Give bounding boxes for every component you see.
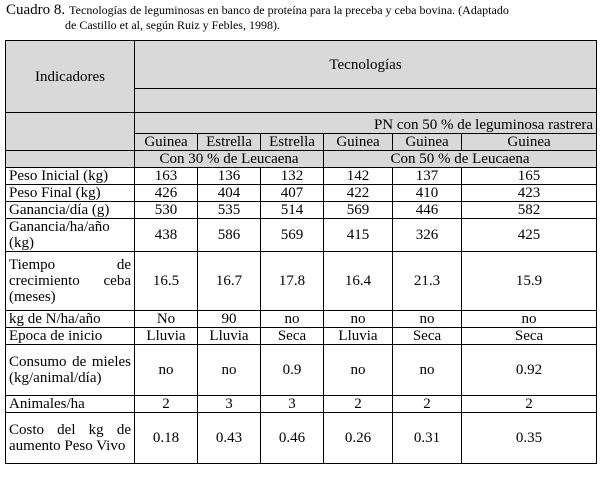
table-cell: 530 xyxy=(135,202,198,219)
table-cell: no xyxy=(261,311,324,328)
row-label: Ganancia/día (g) xyxy=(6,202,135,219)
col-header-5: Guinea xyxy=(393,134,462,151)
table-cell: 17.8 xyxy=(261,252,324,311)
table-cell: 535 xyxy=(198,202,261,219)
row-label: kg de N/ha/año xyxy=(6,311,135,328)
header-tecnologias: Tecnologías xyxy=(135,41,597,89)
row-label: Ganancia/ha/año (kg) xyxy=(6,219,135,252)
table-cell: 569 xyxy=(261,219,324,252)
caption-label: Cuadro 8. xyxy=(6,2,66,18)
table-cell: 407 xyxy=(261,185,324,202)
table-cell: 422 xyxy=(324,185,393,202)
table-cell: Lluvia xyxy=(198,328,261,345)
table-cell: 0.46 xyxy=(261,413,324,464)
table-cell: 137 xyxy=(393,168,462,185)
caption-text: Tecnologías de leguminosas en banco de proteína para la preceba y ceba bovina. (Adaptado xyxy=(69,3,509,17)
table-cell: 136 xyxy=(198,168,261,185)
table-row xyxy=(6,396,597,413)
table-row xyxy=(6,168,597,185)
row-label: Costo del kg de aumento Peso Vivo xyxy=(6,413,135,464)
table-cell: 0.92 xyxy=(462,345,597,396)
table-cell: 415 xyxy=(324,219,393,252)
table-cell: 425 xyxy=(462,219,597,252)
table-cell: 0.9 xyxy=(261,345,324,396)
table-row xyxy=(6,252,597,311)
table-cell: 90 xyxy=(198,311,261,328)
table-cell: 586 xyxy=(198,219,261,252)
table-cell: Seca xyxy=(462,328,597,345)
table-cell: 2 xyxy=(135,396,198,413)
row-label: Tiempo de crecimiento ceba (meses) xyxy=(6,252,135,311)
table-cell: 165 xyxy=(462,168,597,185)
row-label: Consumo de mieles (kg/animal/día) xyxy=(6,345,135,396)
row-label: Animales/ha xyxy=(6,396,135,413)
col-header-4: Guinea xyxy=(324,134,393,151)
table-cell: 163 xyxy=(135,168,198,185)
table-cell: 142 xyxy=(324,168,393,185)
table-cell: No xyxy=(135,311,198,328)
caption-text-line2: de Castillo et al, según Ruiz y Febles, 1998). xyxy=(65,18,280,32)
table-cell: 16.7 xyxy=(198,252,261,311)
table-row xyxy=(6,328,597,345)
col-header-1: Guinea xyxy=(135,134,198,151)
table-cell: 426 xyxy=(135,185,198,202)
table-cell: 410 xyxy=(393,185,462,202)
table-row xyxy=(6,202,597,219)
header-blank-left-2 xyxy=(6,151,135,168)
header-indicadores: Indicadores xyxy=(6,41,135,113)
table-cell: 569 xyxy=(324,202,393,219)
row-label: Epoca de inicio xyxy=(6,328,135,345)
table-cell: 21.3 xyxy=(393,252,462,311)
group-header-1: Con 30 % de Leucaena xyxy=(135,151,324,168)
table-cell: Lluvia xyxy=(135,328,198,345)
table-cell: 446 xyxy=(393,202,462,219)
table-cell: 16.5 xyxy=(135,252,198,311)
group-header-2: Con 50 % de Leucaena xyxy=(324,151,597,168)
table-cell: Seca xyxy=(393,328,462,345)
header-blank-left xyxy=(6,113,135,151)
col-header-3: Estrella xyxy=(261,134,324,151)
data-table xyxy=(5,40,597,464)
table-cell: 438 xyxy=(135,219,198,252)
table-row xyxy=(6,345,597,396)
table-row xyxy=(6,413,597,464)
table-cell: 0.31 xyxy=(393,413,462,464)
col-header-2: Estrella xyxy=(198,134,261,151)
table-caption xyxy=(6,2,596,33)
table-cell: no xyxy=(135,345,198,396)
table-cell: 0.18 xyxy=(135,413,198,464)
table-cell: 514 xyxy=(261,202,324,219)
table-cell: 0.26 xyxy=(324,413,393,464)
table-cell: 15.9 xyxy=(462,252,597,311)
row-label: Peso Final (kg) xyxy=(6,185,135,202)
table-cell: 2 xyxy=(393,396,462,413)
table-cell: 2 xyxy=(324,396,393,413)
table-cell: 16.4 xyxy=(324,252,393,311)
table-row xyxy=(6,219,597,252)
table-cell: Lluvia xyxy=(324,328,393,345)
table-cell: no xyxy=(393,311,462,328)
table-cell: Seca xyxy=(261,328,324,345)
table-cell: 0.35 xyxy=(462,413,597,464)
row-label: Peso Inicial (kg) xyxy=(6,168,135,185)
table-cell: 582 xyxy=(462,202,597,219)
table-cell: 2 xyxy=(462,396,597,413)
table-cell: 3 xyxy=(261,396,324,413)
table-cell: 132 xyxy=(261,168,324,185)
table-cell: no xyxy=(462,311,597,328)
header-pn: PN con 50 % de leguminosa rastrera xyxy=(135,113,597,134)
header-blank-band xyxy=(135,89,597,113)
table-cell: 0.43 xyxy=(198,413,261,464)
table-row xyxy=(6,185,597,202)
table-cell: 423 xyxy=(462,185,597,202)
table-cell: no xyxy=(324,345,393,396)
table-cell: 3 xyxy=(198,396,261,413)
table-cell: 326 xyxy=(393,219,462,252)
table-cell: no xyxy=(198,345,261,396)
table-cell: 404 xyxy=(198,185,261,202)
table-cell: no xyxy=(393,345,462,396)
col-header-6: Guinea xyxy=(462,134,597,151)
table-cell: no xyxy=(324,311,393,328)
table-row xyxy=(6,311,597,328)
